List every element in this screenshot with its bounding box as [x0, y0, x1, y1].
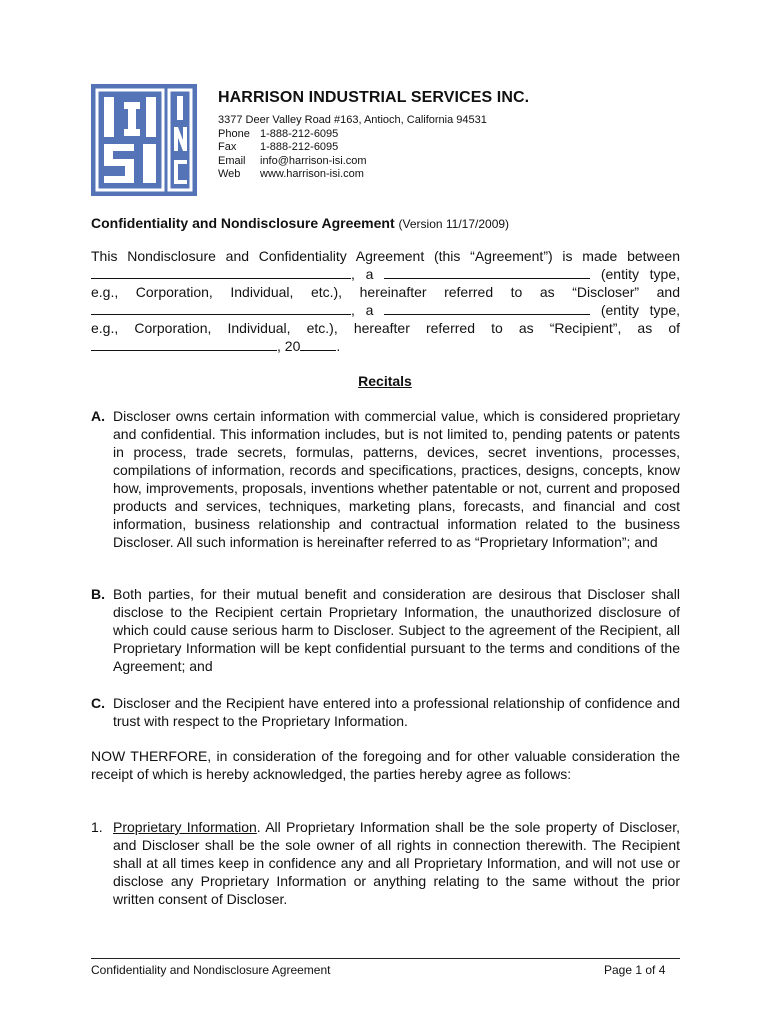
company-name: HARRISON INDUSTRIAL SERVICES INC. [218, 89, 530, 106]
recitals-heading: Recitals [358, 373, 412, 389]
section-1 [91, 818, 680, 908]
document-title [91, 215, 509, 231]
recital-marker: B. [91, 586, 105, 602]
intro-text-2: , a [351, 266, 374, 282]
contact-label: Email [218, 154, 246, 167]
intro-paragraph [91, 247, 680, 355]
intro-text-5: (entity type, e.g., Corporation, Individual, etc.), hereafter referred to as “Recipient”, as of [91, 302, 681, 336]
section-text [113, 818, 680, 908]
contact-label: Web [218, 168, 241, 180]
contact-value: 1-888-212-6095 [260, 127, 339, 140]
company-logo [91, 84, 197, 196]
year-blank [300, 338, 336, 351]
recital-marker: A. [91, 408, 105, 424]
footer-divider [91, 958, 680, 959]
intro-text-1: This Nondisclosure and Confidentiality Agreement (this “Agreement”) is made between [91, 248, 680, 264]
title-main: Confidentiality and Nondisclosure Agreement [91, 215, 395, 231]
intro-text-4: , a [351, 302, 374, 318]
party-name-blank [91, 266, 351, 279]
section-heading: Proprietary Information [113, 819, 257, 835]
contact-label: Fax [218, 141, 237, 153]
page-number: Page 1 of 4 [604, 963, 666, 977]
party-name-blank [91, 302, 351, 315]
section-body: . All Proprietary Information shall be the sole property of Discloser, and Discloser shall be the sole owner of all rights in connection therewith. The Recipient shall at all times keep in confidence any and all Proprietary Information, and will not use or disclose any Proprietary Information or anything relating to the same without the prior written consent of Discloser. [113, 819, 680, 907]
contact-label: Phone [218, 127, 250, 140]
intro-text-7: . [336, 338, 341, 354]
intro-text-3: (entity type, e.g., Corporation, Individual, etc.), hereinafter referred to as “Discloser” and [91, 266, 681, 300]
contact-value: www.harrison-isi.com [260, 168, 364, 180]
letterhead [218, 89, 529, 182]
recital-marker: C. [91, 695, 105, 711]
contact-fax [218, 141, 529, 155]
contact-value: 1-888-212-6095 [260, 141, 339, 153]
recital-text: Discloser owns certain information with commercial value, which is considered proprietary and confidential. This information includes, but is not limited to, pending patents or patents in process, trade secrets, formulas, patterns, devices, secret inventions, processes, compilations of information, records and specifications, practices, designs, concepts, know how, improvements, proposals, inventions whether patentable or not, current and proposed products and services, techniques, marketing plans, forecasts, and financial and cost information, business relationship and contractual information related to the business Discloser. All such information is hereinafter referred to as “Proprietary Information”; and [113, 408, 680, 550]
entity-type-blank [384, 266, 590, 279]
date-blank [91, 338, 277, 351]
section-marker: 1. [91, 819, 103, 835]
company-address: 3377 Deer Valley Road #163, Antioch, California 94531 [218, 114, 487, 126]
intro-text-6: , 20 [277, 338, 301, 354]
recital-c [91, 694, 680, 730]
recital-text: Both parties, for their mutual benefit and consideration are desirous that Discloser shall disclose to the Recipient certain Proprietary Information, the unauthorized disclosure of which could cause serious harm to Discloser. Subject to the agreement of the Recipient, all Proprietary Information will be kept confidential pursuant to the terms and conditions of the Agreement; and [113, 586, 680, 674]
contact-phone [218, 128, 529, 142]
recital-a [91, 407, 680, 551]
footer-document-title: Confidentiality and Nondisclosure Agreement [91, 963, 331, 977]
contact-web [218, 168, 529, 182]
contact-value: info@harrison-isi.com [260, 154, 367, 167]
entity-type-blank [384, 302, 590, 315]
recital-b [91, 585, 680, 675]
recital-text: Discloser and the Recipient have entered into a professional relationship of confidence and trust with respect to the Proprietary Information. [113, 695, 680, 729]
title-version: (Version 11/17/2009) [398, 217, 510, 231]
contact-email [218, 155, 529, 169]
now-therefore-paragraph: NOW THERFORE, in consideration of the foregoing and for other valuable consideration the receipt of which is hereby acknowledged, the parties hereby agree as follows: [91, 748, 680, 782]
